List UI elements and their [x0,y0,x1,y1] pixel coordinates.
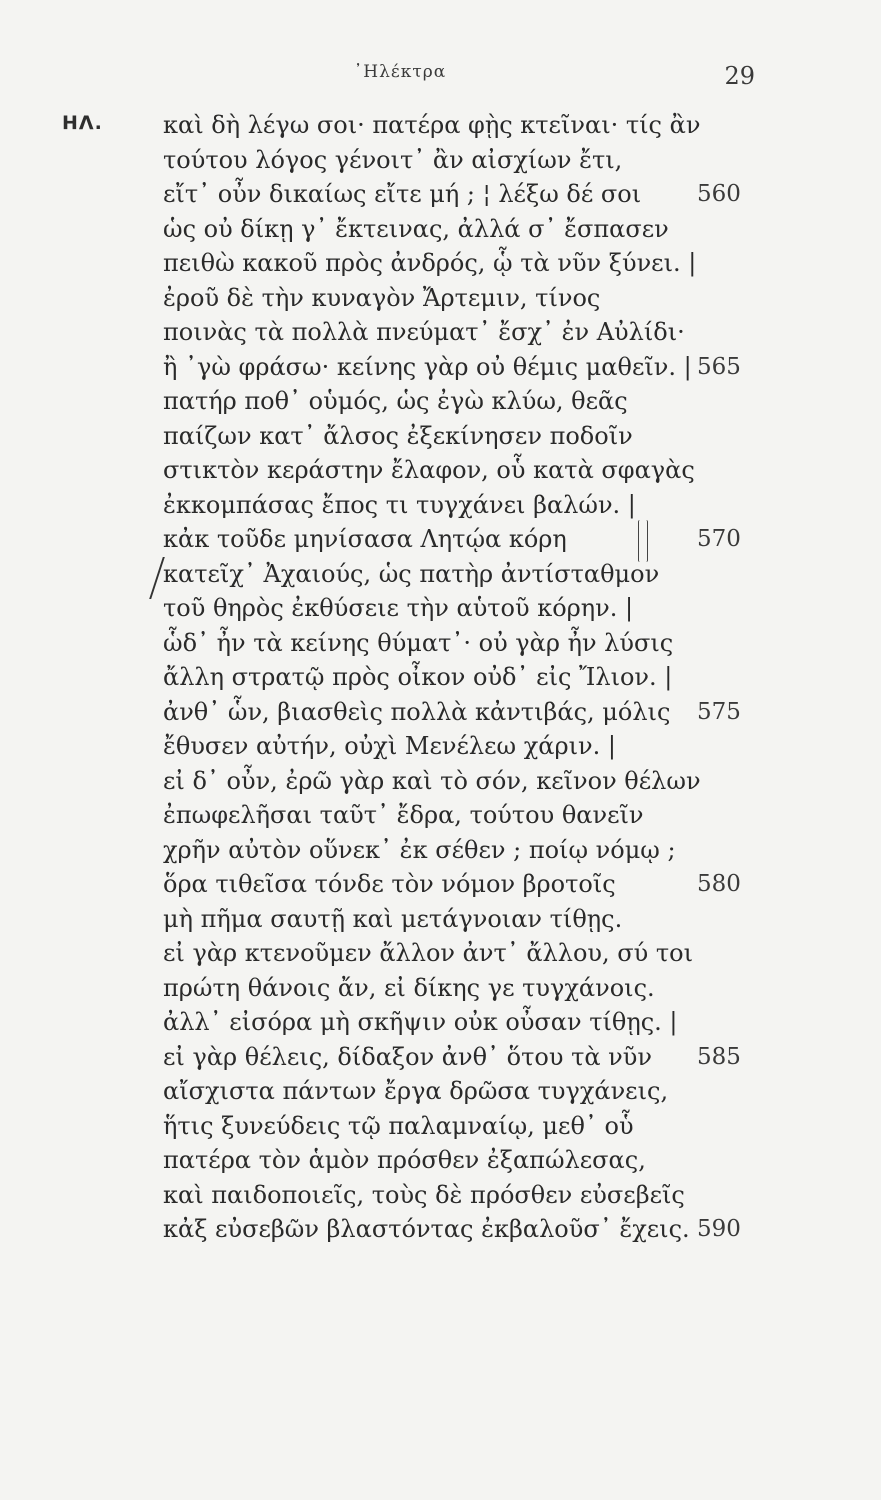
verse-text: εἴτ᾿ οὖν δικαίως εἴτε μή ; ¦ λέξω δέ σοι [163,180,642,208]
verse-text: εἰ γὰρ θέλεις, δίδαξον ἀνθ᾿ ὅτου τὰ νῦν [163,1042,652,1071]
line-number: 585 [697,1043,741,1070]
speaker-label: ΗΛ. [62,112,103,134]
verse-line [163,143,723,178]
verse-text: πατέρα τὸν ἁμὸν πρόσθεν ἐξαπώλεσας, [163,1146,646,1174]
verse-text: εἰ δ᾿ οὖν, ἐρῶ γὰρ καὶ τὸ σόν, κεῖνον θέλων [163,766,701,795]
verse-text: ποινὰς τὰ πολλὰ πνεύματ᾿ ἔσχ᾿ ἐν Αὐλίδι· [163,318,685,346]
line-number: 590 [697,1216,741,1242]
verse-line [163,522,741,557]
verse-text: παίζων κατ᾿ ἄλσος ἐξεκίνησεν ποδοῖν [163,421,633,450]
verse-text: μὴ πῆμα σαυτῇ καὶ μετάγνοιαν τίθῃς. [163,904,623,933]
verse-line [163,1109,723,1144]
verse-line [163,729,723,764]
line-number: 570 [697,526,741,552]
verse-text: κατεῖχ᾿ Ἀχαιούς, ὡς πατὴρ ἀντίσταθμον [163,559,660,588]
verse-text: ὡς οὐ δίκῃ γ᾿ ἔκτεινας, ἀλλά σ᾿ ἔσπασεν [163,214,669,243]
verse-text: εἰ γὰρ κτενοῦμεν ἄλλον ἀντ᾿ ἄλλου, σύ τοι [163,939,694,967]
verse-text: τοῦ θηρὸς ἐκθύσειε τὴν αὑτοῦ κόρην. | [163,594,634,622]
verse-text: ὧδ᾿ ἦν τὰ κείνης θύματ᾿· οὐ γὰρ ἦν λύσις [163,628,674,657]
verse-line [163,1074,723,1109]
verse-line [163,798,723,833]
verse-line [163,1143,723,1178]
verse-text: ἀνθ᾿ ὧν, βιασθεὶς πολλὰ κἀντιβάς, μόλις [163,697,671,726]
verse-text: ἐκκομπάσας ἔπος τι τυγχάνει βαλών. | [163,490,636,519]
verse-text: καὶ δὴ λέγω σοι· πατέρα φῂς κτεῖναι· τίς ἂν [163,111,701,139]
verse-text: στικτὸν κεράστην ἔλαφον, οὗ κατὰ σφαγὰς [163,456,695,484]
verse-text: αἴσχιστα πάντων ἔργα δρῶσα τυγχάνεις, [163,1077,669,1105]
verse-text: ἐπωφελῆσαι ταῦτ᾿ ἔδρα, τούτου θανεῖν [163,801,644,829]
verse-line [163,557,723,592]
verse-text: πατήρ ποθ᾿ οὑμός, ὡς ἐγὼ κλύω, θεᾶς [163,387,628,415]
verse-text: τούτου λόγος γένοιτ᾿ ἂν αἰσχίων ἔτι, [163,145,623,174]
verse-line [163,833,723,868]
verse-block [163,108,741,1247]
verse-text: ἥτις ξυνεύδεις τῷ παλαμναίῳ, μεθ᾿ οὗ [163,1111,634,1140]
verse-line [163,626,723,661]
verse-line [163,212,723,247]
verse-line [163,695,741,730]
verse-text: καὶ παιδοποιεῖς, τοὺς δὲ πρόσθεν εὐσεβεῖς [163,1180,685,1209]
verse-text: ἐροῦ δὲ τὴν κυναγὸν Ἄρτεμιν, τίνος [163,283,601,312]
line-number: 580 [697,871,741,897]
line-number: 575 [697,698,741,725]
verse-line [163,902,723,937]
verse-line [163,108,723,143]
verse-line [163,660,723,695]
verse-text: ἀλλ᾿ εἰσόρα μὴ σκῆψιν οὐκ οὖσαν τίθῃς. | [163,1008,678,1036]
verse-line [163,936,723,971]
verse-text: ἔθυσεν αὐτήν, οὐχὶ Μενέλεω χάριν. | [163,732,616,760]
line-number: 565 [697,353,741,380]
verse-line [163,488,723,523]
verse-line [163,764,723,799]
verse-line [163,1178,723,1213]
verse-line [163,1005,723,1040]
verse-line [163,177,741,212]
verse-line [163,350,741,385]
running-title: ᾿Ηλέκτρα [353,62,447,82]
line-number: 560 [697,181,741,207]
verse-line [163,246,723,281]
verse-text: ἢ ᾿γὼ φράσω· κείνης γὰρ οὐ θέμις μαθεῖν. | [163,352,692,381]
verse-text: κἀξ εὐσεβῶν βλαστόντας ἐκβαλοῦσ᾿ ἔχεις. [163,1215,690,1243]
verse-line [163,867,741,902]
verse-line [163,1212,741,1247]
verse-line [163,281,723,316]
page-number: 29 [724,62,755,90]
verse-line [163,419,723,454]
verse-line [163,971,723,1006]
verse-line [163,384,723,419]
verse-line [163,591,723,626]
verse-text: κἀκ τοῦδε μηνίσασα Λητῴα κόρη [163,525,567,553]
verse-text: ἄλλη στρατῷ πρὸς οἶκον οὐδ᾿ εἰς Ἴλιον. | [163,663,673,691]
verse-text: πρώτη θάνοις ἄν, εἰ δίκης γε τυγχάνοις. [163,973,655,1002]
verse-line [163,315,723,350]
verse-line [163,453,723,488]
verse-text: χρῆν αὐτὸν οὕνεκ᾿ ἐκ σέθεν ; ποίῳ νόμῳ ; [163,835,676,864]
verse-line [163,1040,741,1075]
verse-text: πειθὼ κακοῦ πρὸς ἀνδρός, ᾧ τὰ νῦν ξύνει. | [163,249,697,277]
verse-text: ὅρα τιθεῖσα τόνδε τὸν νόμον βροτοῖς [163,870,616,898]
